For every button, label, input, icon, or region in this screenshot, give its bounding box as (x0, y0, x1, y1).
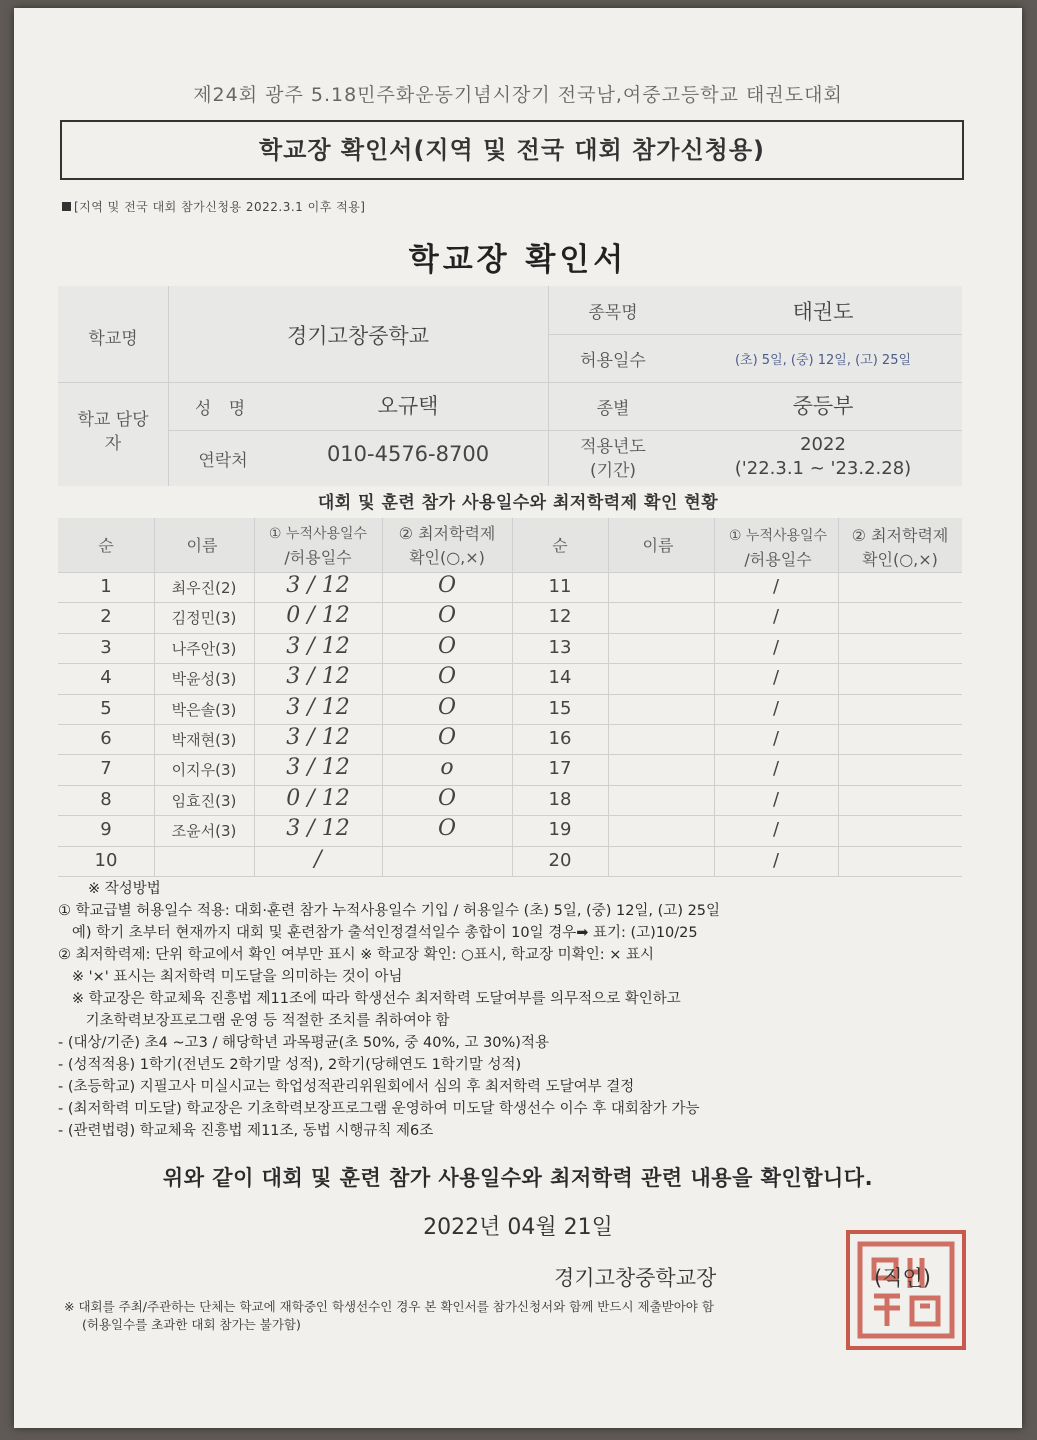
method-line: - (최저학력 미도달) 학교장은 기초학력보장프로그램 운영하여 미도달 학생선수 이수 후 대회참가 가능 (58, 1101, 700, 1117)
allow-days-value: (초) 5일, (중) 12일, (고) 25일 (734, 353, 912, 368)
contact-label: 연락처 (198, 451, 248, 471)
days-used: 3 / 12 (286, 816, 350, 842)
school-label: 학교명 (88, 329, 138, 349)
division-label: 종별 (596, 399, 630, 419)
period-label: (기간) (589, 461, 637, 481)
row-no: 6 (100, 728, 112, 749)
academic-check: o (440, 755, 454, 781)
row-no: 4 (100, 667, 112, 689)
student-name: 박윤성(3) (171, 670, 237, 689)
header-check-right-2: 확인(○,×) (862, 550, 938, 569)
square-bullet-icon (62, 202, 71, 211)
student-name: 나주안(3) (171, 639, 237, 658)
roster-row-line (58, 846, 962, 847)
info-table (58, 286, 962, 486)
days-used: 0 / 12 (286, 603, 350, 629)
row-no: 9 (100, 819, 112, 841)
academic-check: O (437, 573, 457, 598)
row-no: 1 (100, 576, 112, 597)
days-used: 3 / 12 (286, 573, 350, 598)
method-line: ② 최저학력제: 단위 학교에서 확인 여부만 표시 ※ 학교장 확인: ○표시, 학교장 미확인: × 표시 (58, 947, 654, 963)
header-no-left: 순 (98, 536, 114, 555)
student-name: 이지우(3) (171, 761, 237, 780)
days-used: / (772, 849, 780, 871)
method-section (58, 878, 978, 1142)
student-name: 최우진(2) (171, 579, 237, 597)
name-label: 성 명 (194, 399, 252, 419)
document-title-box (60, 120, 964, 180)
row-no: 19 (548, 819, 572, 841)
section-title: 대회 및 훈련 참가 사용일수와 최저학력제 확인 현황 (317, 493, 719, 513)
academic-check: O (437, 633, 457, 659)
row-no: 14 (548, 667, 572, 689)
row-no: 10 (94, 849, 118, 871)
days-used: 3 / 12 (286, 694, 350, 720)
row-no: 16 (548, 728, 572, 749)
days-used: / (772, 576, 780, 597)
event-title: 제24회 광주 5.18민주화운동기념시장기 전국남,여중고등학교 태권도대회 (193, 84, 843, 106)
footnote-line-2: (허용일수를 초과한 대회 참가는 불가함) (82, 1317, 301, 1332)
event-label: 종목명 (588, 303, 638, 323)
allow-days-label: 허용일수 (580, 351, 646, 371)
contact-value: 010-4576-8700 (326, 442, 490, 466)
row-no: 12 (548, 606, 572, 628)
row-no: 7 (100, 758, 112, 780)
roster-table (58, 518, 962, 876)
header-days-left-1: ① 누적사용일수 (268, 526, 368, 542)
manager-label: 학교 담당자 (77, 410, 149, 454)
document-title: 학교장 확인서(지역 및 전국 대회 참가신청용) (258, 136, 766, 164)
method-heading: ※ 작성방법 (88, 881, 161, 897)
school-value: 경기고창중학교 (286, 324, 429, 348)
header-no-right: 순 (552, 536, 568, 555)
days-used: 3 / 12 (286, 633, 350, 659)
days-used: 3 / 12 (286, 725, 350, 750)
academic-check: O (437, 603, 457, 629)
row-no: 11 (548, 576, 572, 597)
academic-check: O (437, 694, 457, 720)
year-value: 2022 (800, 434, 846, 455)
academic-check: O (437, 725, 457, 750)
days-used: / (772, 728, 780, 749)
date-line: 2022년 04월 21일 (423, 1215, 613, 1240)
student-name: 김정민(3) (171, 609, 237, 628)
header-days-right-1: ① 누적사용일수 (728, 528, 828, 544)
student-name: 임효진(3) (171, 791, 237, 810)
student-name: 조윤서(3) (171, 822, 237, 841)
row-no: 8 (100, 788, 112, 810)
days-used: / (314, 846, 322, 872)
days-used: / (772, 636, 780, 658)
academic-check: O (437, 816, 457, 842)
academic-check: O (437, 785, 457, 811)
method-line: - (초등학교) 지필고사 미실시교는 학업성적관리위원회에서 심의 후 최저학력 도달여부 결정 (58, 1079, 635, 1095)
days-used: 0 / 12 (286, 785, 350, 811)
row-no: 3 (100, 636, 112, 658)
row-no: 2 (100, 606, 112, 628)
academic-check: O (437, 664, 457, 690)
method-line: - (대상/기준) 초4 ~고3 / 해당학년 과목평균(초 50%, 중 40%, 고 30%)적용 (58, 1035, 549, 1051)
method-line: ① 학교급별 허용일수 적용: 대회·훈련 참가 누적사용일수 기입 / 허용일수 (초) 5일, (중) 12일, (고) 25일 (58, 903, 721, 919)
header-check-right-1: ② 최저학력제 (851, 526, 949, 545)
principal-name: 경기고창중학교장 (554, 1266, 717, 1290)
row-no: 15 (548, 697, 572, 719)
row-no: 18 (548, 788, 572, 810)
days-used: 3 / 12 (286, 755, 350, 781)
confirm-statement: 위와 같이 대회 및 훈련 참가 사용일수와 최저학력 관련 내용을 확인합니다. (162, 1166, 874, 1190)
method-line: 예) 학기 초부터 현재까지 대회 및 훈련참가 출석인정결석일수 총합이 10일 경우➡ 표기: (고)10/25 (58, 925, 698, 941)
days-used: / (772, 606, 780, 628)
method-line: ※ 학교장은 학교체육 진흥법 제11조에 따라 학생선수 최저학력 도달여부를 의무적으로 확인하고 (58, 991, 681, 1007)
student-name: 박은솔(3) (171, 700, 237, 719)
student-name: 박재현(3) (171, 731, 237, 749)
header-check-left-1: ② 최저학력제 (398, 524, 496, 543)
year-label: 적용년도 (580, 437, 646, 457)
header-name-left: 이름 (186, 536, 218, 555)
method-lines (58, 900, 978, 1142)
footnote (64, 1298, 964, 1334)
main-title: 학교장 확인서 (408, 242, 628, 278)
row-no: 20 (548, 849, 572, 871)
days-used: / (772, 819, 780, 841)
event-value: 태권도 (792, 300, 854, 324)
footnote-line-1: ※ 대회를 주최/주관하는 단체는 학교에 재학중인 학생선수인 경우 본 확인서를 참가신청서와 함께 반드시 제출받아야 함 (64, 1299, 714, 1314)
days-used: 3 / 12 (286, 664, 350, 690)
apply-note-text: [지역 및 전국 대회 참가신청용 2022.3.1 이후 적용] (74, 200, 366, 214)
header-check-left-2: 확인(○,×) (409, 548, 485, 567)
days-used: / (772, 697, 780, 719)
division-value: 중등부 (792, 394, 854, 418)
method-line: ※ '×' 표시는 최저학력 미도달을 의미하는 것이 아님 (58, 969, 403, 985)
row-no: 5 (100, 697, 112, 719)
roster-row-line (58, 876, 962, 877)
period-value: ('22.3.1 ~ '23.2.28) (734, 458, 912, 479)
header-days-left-2: /허용일수 (284, 548, 352, 567)
document-page (14, 8, 1022, 1428)
apply-note (62, 198, 365, 215)
method-line: - (성적적용) 1학기(전년도 2학기말 성적), 2학기(당해연도 1학기말 성적) (58, 1057, 522, 1073)
seal-label: (직인) (874, 1266, 931, 1290)
days-used: / (772, 758, 780, 780)
days-used: / (772, 788, 780, 810)
days-used: / (772, 667, 780, 689)
method-line: 기초학력보장프로그램 운영 등 적절한 조치를 취하여야 함 (58, 1013, 450, 1029)
header-days-right-2: /허용일수 (744, 550, 812, 569)
row-no: 13 (548, 636, 572, 658)
method-line: - (관련법령) 학교체육 진흥법 제11조, 동법 시행규칙 제6조 (58, 1123, 434, 1139)
row-no: 17 (548, 758, 572, 780)
manager-name-value: 오규택 (377, 394, 439, 418)
header-name-right: 이름 (642, 536, 674, 555)
